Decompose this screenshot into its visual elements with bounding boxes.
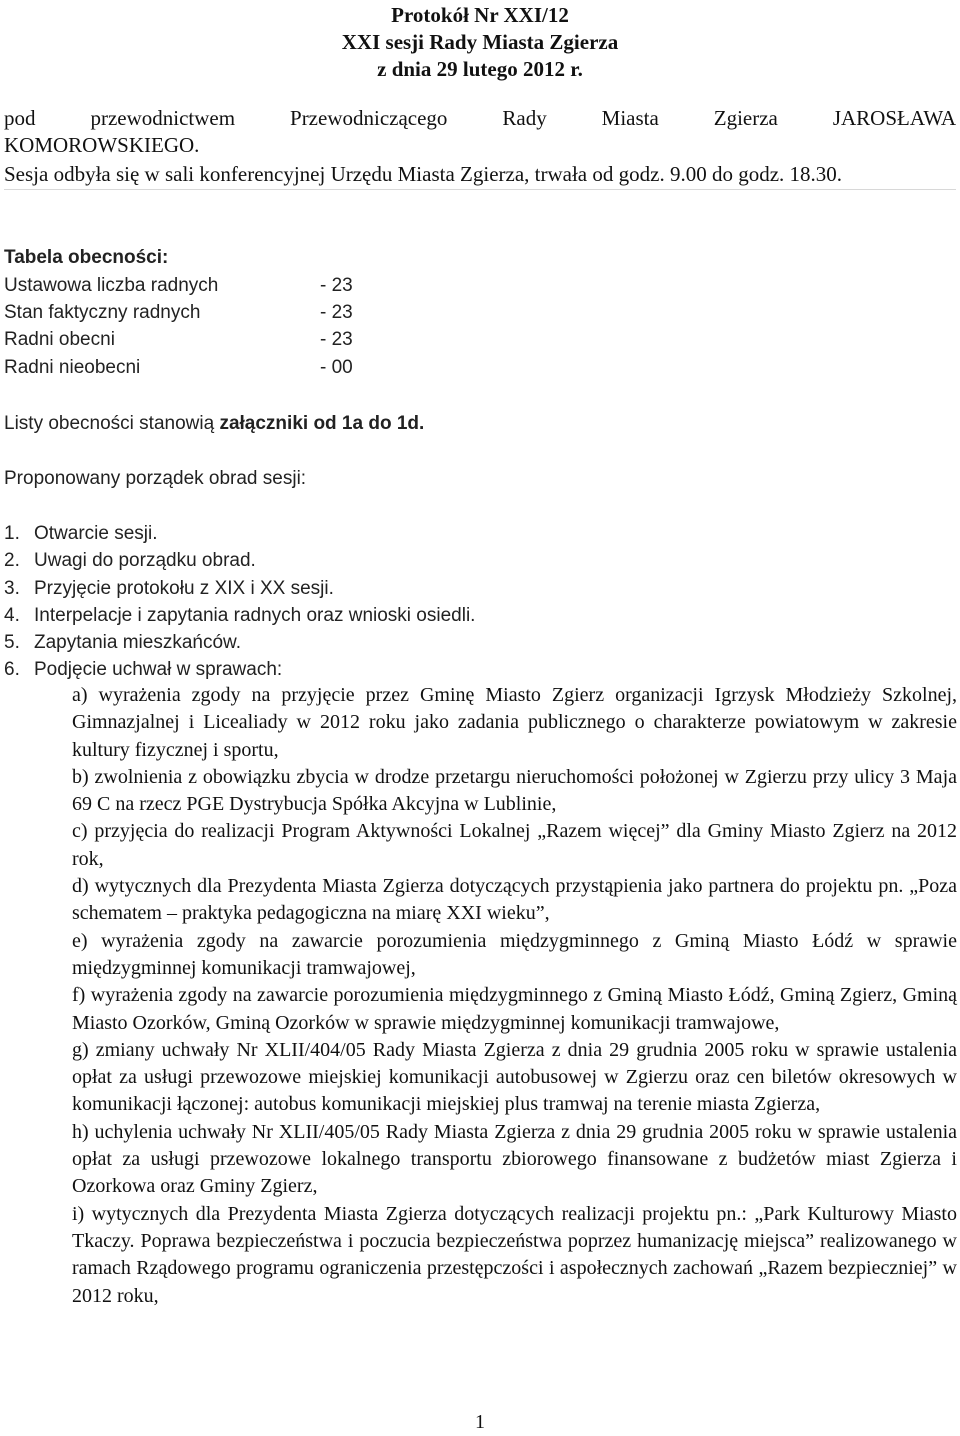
resolution-subitem: g) zmiany uchwały Nr XLII/404/05 Rady Miasta Zgierza z dnia 29 grudnia 2005 roku w sprawie ustalenia opłat za usługi przewozowe miejskiej komunikacji autobusowej w Zgierzu oraz cen biletów okresowych w komunikacji łączonej: autobus komunikacji miejskiej plus tramwaj na terenie miasta Zgierza,: [72, 1038, 957, 1116]
chair-line-1: pod przewodnictwem Przewodniczącego Rady Miasta Zgierza JAROSŁAWA: [4, 106, 956, 130]
agenda-item-text: Podjęcie uchwał w sprawach:: [34, 659, 283, 681]
agenda-item: [4, 520, 956, 547]
resolution-subitem: b) zwolnienia z obowiązku zbycia w drodze przetargu nieruchomości położonej w Zgierzu przy ulicy 3 Maja 69 C na rzecz PGE Dystrybucja Spółka Akcyjna w Lublinie,: [72, 765, 957, 816]
agenda-item-number: 3.: [4, 577, 20, 599]
session-date: z dnia 29 lutego 2012 r.: [377, 57, 583, 81]
attendance-label: Radni obecni: [4, 329, 115, 350]
agenda-item-number: 5.: [4, 632, 20, 654]
agenda-item: [4, 547, 956, 574]
attendance-value: - 00: [320, 357, 353, 378]
agenda-item-number: 4.: [4, 604, 20, 626]
resolution-subitem: a) wyrażenia zgody na przyjęcie przez Gminę Miasto Zgierz organizacji Igrzysk Młodzieży Szkolnej, Gimnazjalnej i Licealiady w 2012 roku jako zadania publicznego o charakterze powiatowym w zakresie kultury fizycznej i sportu,: [72, 684, 957, 761]
resolution-subitem: f) wyrażenia zgody na zawarcie porozumienia międzygminnego z Gminą Miasto Łódź, Gminą Zgierz, Gminą Miasto Ozorków, Gminą Ozorków w sprawie międzygminnej komunikacji tramwajowe,: [72, 984, 957, 1034]
resolution-subitems: [72, 682, 957, 1310]
attendance-label: Ustawowa liczba radnych: [4, 275, 219, 296]
page-number: 1: [475, 1411, 485, 1433]
chair-line-2: KOMOROWSKIEGO.: [4, 133, 200, 157]
session-info: Sesja odbyła się w sali konferencyjnej Urzędu Miasta Zgierza, trwała od godz. 9.00 do godz. 18.30.: [4, 162, 843, 186]
attendance-label: Radni nieobecni: [4, 357, 141, 378]
agenda-item-text: Zapytania mieszkańców.: [34, 632, 241, 654]
agenda-item-number: 1.: [4, 523, 20, 544]
attendance-label: Stan faktyczny radnych: [4, 302, 201, 323]
agenda-item-text: Interpelacje i zapytania radnych oraz wnioski osiedli.: [34, 604, 476, 626]
agenda-item: [4, 629, 956, 656]
attendance-lists-note: [4, 410, 424, 437]
session-name: XXI sesji Rady Miasta Zgierza: [341, 30, 619, 54]
agenda-item: [4, 656, 956, 683]
agenda-list: [4, 520, 956, 684]
resolution-subitem: i) wytycznych dla Prezydenta Miasta Zgierza dotyczących realizacji projektu pn.: „Park Kulturowy Miasto Tkaczy. Poprawa bezpieczeństwa i poczucia bezpieczeństwa poprzez humanizację miejsca” realizowanego w ramach Rządowego programu ograniczenia przestępczości i aspołecznych zachowań „Razem bezpieczniej” w 2012 roku,: [72, 1202, 957, 1307]
resolution-subitem: c) przyjęcia do realizacji Program Aktywności Lokalnej „Razem więcej” dla Gminy Miasto Zgierz na 2012 rok,: [72, 820, 957, 870]
agenda-item-number: 6.: [4, 659, 20, 681]
agenda-item: [4, 575, 956, 602]
resolution-subitem: d) wytycznych dla Prezydenta Miasta Zgierza dotyczących przystąpienia jako partnera do projektu pn. „Poza schematem – praktyka pedagogiczna na miarę XXI wieku”,: [72, 875, 957, 925]
resolution-subitem: e) wyrażenia zgody na zawarcie porozumienia międzygminnego z Gminą Miasto Łódź w sprawie międzygminnej komunikacji tramwajowej,: [72, 929, 957, 979]
agenda-item-number: 2.: [4, 550, 20, 572]
agenda-item: [4, 602, 956, 629]
attendance-value: - 23: [320, 329, 353, 350]
agenda-item-text: Otwarcie sesji.: [34, 523, 158, 544]
section-divider: [4, 189, 956, 190]
agenda-title: Proponowany porządek obrad sesji:: [4, 468, 307, 489]
agenda-item-text: Przyjęcie protokołu z XIX i XX sesji.: [34, 577, 334, 599]
protocol-number: Protokół Nr XXI/12: [391, 3, 569, 27]
resolution-subitem: h) uchylenia uchwały Nr XLII/405/05 Rady Miasta Zgierza z dnia 29 grudnia 2005 roku w sprawie ustalenia opłat za usługi przewozowe lokalnego transportu zbiorowego finansowane z budżetów miast Zgierza i Ozorkowa oraz Gminy Zgierz,: [72, 1120, 957, 1198]
lists-note-text: Listy obecności stanowią: [4, 413, 220, 434]
agenda-item-text: Uwagi do porządku obrad.: [34, 550, 256, 572]
attendance-value: - 23: [320, 275, 353, 296]
attendance-title: Tabela obecności:: [4, 247, 169, 268]
document-title: [0, 2, 960, 83]
lists-note-attachments: załączniki od 1a do 1d.: [219, 413, 425, 434]
attendance-value: - 23: [320, 302, 353, 323]
